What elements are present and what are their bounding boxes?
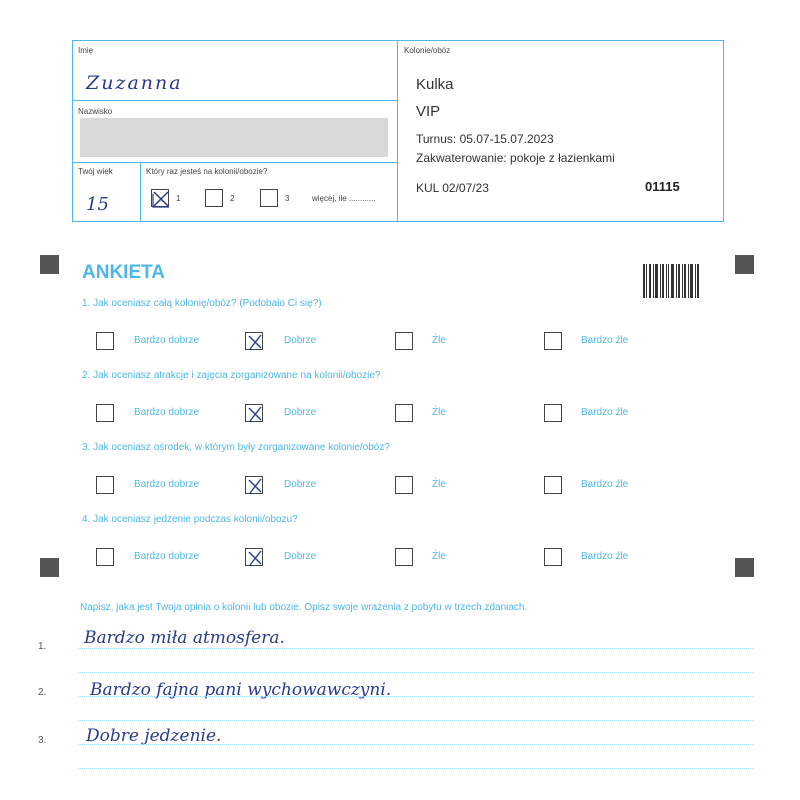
question-2-checkbox-bardzo-dobrze[interactable]: [96, 404, 114, 422]
question-3-option-label: Dobrze: [284, 479, 317, 490]
question-1-option-label: Dobrze: [284, 335, 317, 346]
survey-title: ANKIETA: [82, 262, 166, 283]
question-3-checkbox-bardzo-dobrze[interactable]: [96, 476, 114, 494]
header-divider: [397, 40, 398, 221]
registration-marker-top-right: [735, 255, 754, 274]
registration-marker-top-left: [40, 255, 59, 274]
question-1-option-label: Bardzo dobrze: [134, 335, 200, 346]
question-1-text: 1. Jak oceniasz całą kolonię/obóz? (Podobało Ci się?): [82, 298, 322, 309]
visit-count-label-2: 2: [230, 194, 235, 203]
question-3-option-label: Źle: [432, 479, 446, 490]
kolonie-label: Kolonie/obóz: [404, 46, 451, 55]
question-4-checkbox-bardzo-zle[interactable]: [544, 548, 562, 566]
question-2-option-label: Źle: [432, 407, 446, 418]
question-2-checkbox-bardzo-zle[interactable]: [544, 404, 562, 422]
visit-count-label-3: 3: [285, 194, 290, 203]
opinion-prompt: Napisz, jaka jest Twoja opinia o kolonii lub obozie. Opisz swoje wrażenia z pobytu w trzech zdaniach.: [80, 602, 528, 613]
registration-marker-bottom-right: [735, 558, 754, 577]
nazwisko-label: Nazwisko: [78, 107, 113, 116]
barcode-icon: [643, 264, 699, 298]
question-3-option-label: Bardzo źle: [581, 479, 629, 490]
question-1-option-label: Bardzo źle: [581, 335, 629, 346]
kod-text: KUL 02/07/23: [416, 181, 489, 195]
question-4-text: 4. Jak oceniasz jedzenie podczas kolonii/obozu?: [82, 514, 298, 525]
opinion-line-number-3: 3.: [38, 735, 47, 746]
check-mark-icon: [246, 405, 264, 423]
question-1-option-label: Źle: [432, 335, 446, 346]
imie-value[interactable]: Zuzanna: [86, 72, 183, 94]
question-4-option-label: Bardzo dobrze: [134, 551, 200, 562]
question-4-checkbox-zle[interactable]: [395, 548, 413, 566]
question-3-checkbox-zle[interactable]: [395, 476, 413, 494]
question-2-checkbox-dobrze[interactable]: [245, 404, 263, 422]
imie-label: Imię: [78, 46, 94, 55]
question-4-checkbox-bardzo-dobrze[interactable]: [96, 548, 114, 566]
question-2-option-label: Bardzo źle: [581, 407, 629, 418]
opinion-line-number-2: 2.: [38, 687, 47, 698]
opinion-line-number-1: 1.: [38, 641, 47, 652]
question-2-text: 2. Jak oceniasz atrakcje i zajęcia zorganizowane na kolonii/obozie?: [82, 370, 381, 381]
registration-marker-bottom-left: [40, 558, 59, 577]
check-mark-icon: [246, 477, 264, 495]
check-mark-icon: [246, 333, 264, 351]
opinion-answer-2[interactable]: Bardzo fajna pani wychowawczyni.: [90, 680, 392, 700]
question-4-checkbox-dobrze[interactable]: [245, 548, 263, 566]
question-4-option-label: Bardzo źle: [581, 551, 629, 562]
kolonie-type: VIP: [416, 103, 441, 120]
kolonie-name: Kulka: [416, 76, 454, 93]
ktory-raz-label: Który raz jesteś na kolonii/obozie?: [146, 167, 268, 176]
wiecej-label: więcej, ile ............: [312, 194, 376, 203]
visit-count-checkbox-1[interactable]: [151, 189, 169, 207]
question-3-checkbox-dobrze[interactable]: [245, 476, 263, 494]
question-3-text: 3. Jak oceniasz ośrodek, w którym były zorganizowane kolonie/obóz?: [82, 442, 390, 453]
question-1-checkbox-zle[interactable]: [395, 332, 413, 350]
zakwaterowanie-text: Zakwaterowanie: pokoje z łazienkami: [416, 151, 615, 165]
form-number: 01115: [645, 179, 680, 194]
question-1-checkbox-bardzo-dobrze[interactable]: [96, 332, 114, 350]
opinion-answer-3[interactable]: Dobre jedzenie.: [86, 726, 222, 746]
question-3-checkbox-bardzo-zle[interactable]: [544, 476, 562, 494]
visit-count-checkbox-3[interactable]: [260, 189, 278, 207]
wiek-label: Twój wiek: [78, 167, 113, 176]
question-3-option-label: Bardzo dobrze: [134, 479, 200, 490]
check-mark-icon: [246, 549, 264, 567]
turnus-text: Turnus: 05.07-15.07.2023: [416, 132, 554, 146]
opinion-answer-1[interactable]: Bardzo miła atmosfera.: [84, 628, 285, 648]
question-2-checkbox-zle[interactable]: [395, 404, 413, 422]
question-2-option-label: Bardzo dobrze: [134, 407, 200, 418]
visit-count-checkbox-2[interactable]: [205, 189, 223, 207]
question-1-checkbox-dobrze[interactable]: [245, 332, 263, 350]
nazwisko-redacted-field: [80, 118, 388, 157]
question-4-option-label: Dobrze: [284, 551, 317, 562]
check-mark-icon: [152, 190, 170, 208]
wiek-value[interactable]: 15: [86, 194, 109, 215]
question-2-option-label: Dobrze: [284, 407, 317, 418]
question-4-option-label: Źle: [432, 551, 446, 562]
visit-count-label-1: 1: [176, 194, 181, 203]
question-1-checkbox-bardzo-zle[interactable]: [544, 332, 562, 350]
